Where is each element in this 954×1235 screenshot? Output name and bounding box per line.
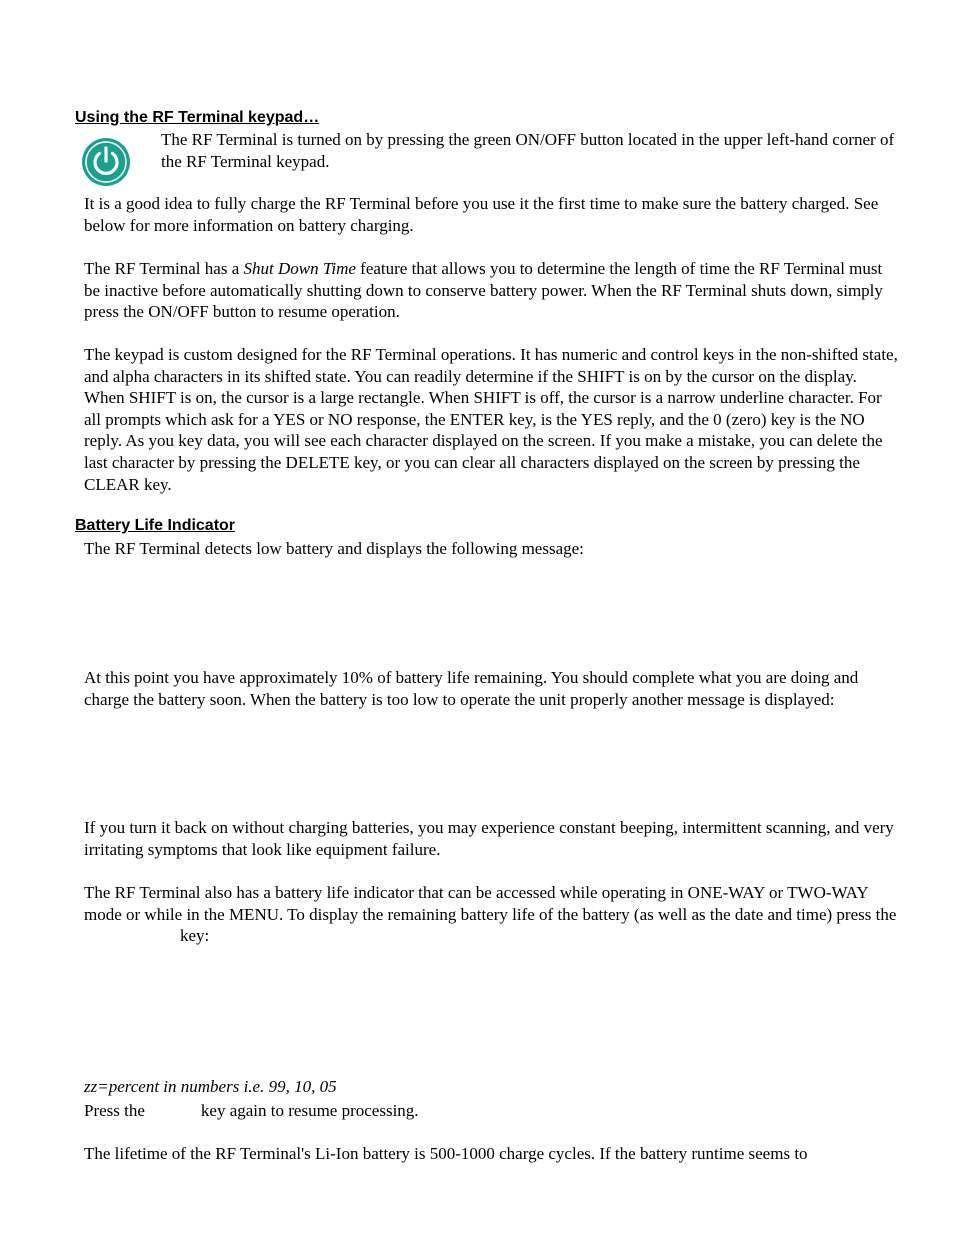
low-battery-paragraph: The RF Terminal detects low battery and displays the following message: <box>84 539 584 558</box>
shutdown-text-before: The RF Terminal has a <box>84 259 244 278</box>
power-button-icon <box>80 137 132 187</box>
keypad-paragraph: The keypad is custom designed for the RF Terminal operations. It has numeric and control keys in the non-shifted state, and alpha characters in its shifted state. You can readily determine if the SHIFT is on by the cursor on the display. When SHIFT is on, the cursor is a large rectangle. When SHIFT is off, the cursor is a narrow underline character. For all prompts which ask for a YES or NO response, the ENTER key, is the YES reply, and the 0 (zero) key is the NO reply. As you key data, you will see each character displayed on the screen. If you make a mistake, you can delete the last character by pressing the DELETE key, or you can clear all characters displayed on the screen by pressing the CLEAR key. <box>84 345 898 494</box>
intro-paragraph: The RF Terminal is turned on by pressing the green ON/OFF button located in the upper left-hand corner of the RF Terminal keypad. <box>161 130 895 171</box>
resume-text-before: Press the <box>84 1101 145 1120</box>
section-heading-keypad: Using the RF Terminal keypad… <box>75 109 320 126</box>
shutdown-time-term: Shut Down Time <box>243 259 356 278</box>
lifetime-paragraph: The lifetime of the RF Terminal's Li-Ion battery is 500-1000 charge cycles. If the battery runtime seems to <box>84 1144 808 1163</box>
charge-paragraph: It is a good idea to fully charge the RF Terminal before you use it the first time to make sure the battery charged. See below for more information on battery charging. <box>84 194 879 235</box>
battery-indicator-paragraph <box>84 882 900 947</box>
resume-paragraph <box>84 1100 900 1122</box>
turn-back-on-paragraph: If you turn it back on without charging batteries, you may experience constant beeping, intermittent scanning, and very irritating symptoms that look like equipment failure. <box>84 818 894 859</box>
resume-text-after: key again to resume processing. <box>200 1101 419 1120</box>
shutdown-paragraph <box>84 258 900 323</box>
battery-remaining-paragraph: At this point you have approximately 10% of battery life remaining. You should complete what you are doing and charge the battery soon. When the battery is too low to operate the unit properly another message is displayed: <box>84 668 859 709</box>
shutdown-text-after: feature that allows you to determine the length of time the RF Terminal must be inactive before automatically shutting down to conserve battery power. When the RF Terminal shuts down, simply press the ON/OFF button to resume operation. <box>84 259 883 322</box>
indicator-text-after: key: <box>180 926 210 946</box>
indicator-text-before: The RF Terminal also has a battery life indicator that can be accessed while operating in ONE-WAY or TWO-WAY mode or while in the MENU. To display the remaining battery life of the battery (as well as the date and time) press the <box>84 883 897 924</box>
section-heading-battery: Battery Life Indicator <box>75 517 236 534</box>
percent-note: zz=percent in numbers i.e. 99, 10, 05 <box>84 1077 337 1096</box>
